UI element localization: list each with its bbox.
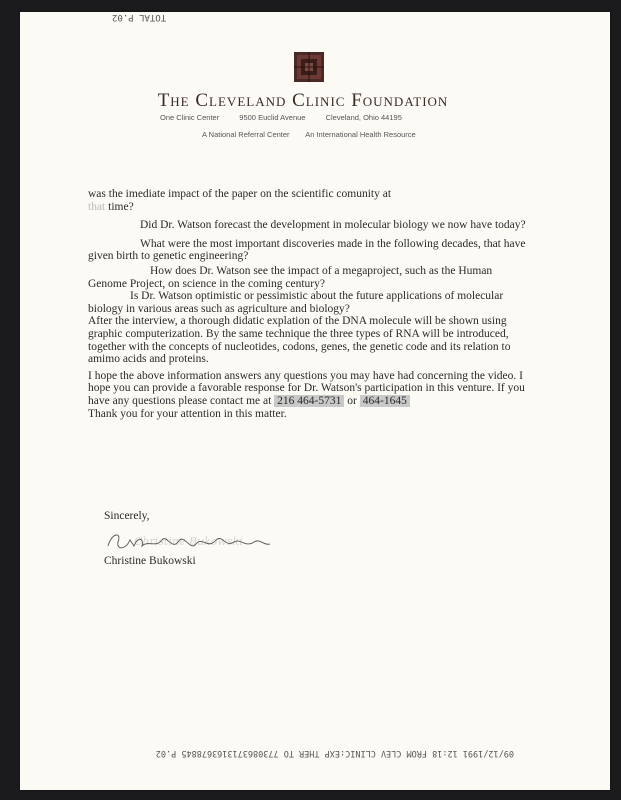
address-line-3: Cleveland, Ohio 44195	[325, 113, 402, 122]
fax-page-total: TOTAL P.02	[112, 12, 167, 22]
paragraph-5: Is Dr. Watson optimistic or pessimistic about the future applications of molecular biology in various areas such as agriculture and biology?	[88, 290, 504, 315]
signer-name: Christine Bukowski	[104, 555, 196, 567]
letter-body	[88, 188, 528, 420]
paragraph-7: I hope the above information answers any questions you may have had concerning the video. I hope you can provide a favorable response for Dr. Watson's participation in this venture. If you have any questions please contact me at 216 464-5731 or 464-1645 Thank you for your attention in this matter.	[88, 369, 525, 420]
tagline-1: A National Referral Center	[202, 130, 290, 139]
paragraph-6: After the interview, a thorough didatic explation of the DNA molecule will be shown using graphic computerization. By the same technique the three types of RNA will be introduced, together with the concepts of nucleotides, codons, genes, the genetic code and its relation to amimo acids and proteins.	[88, 315, 511, 366]
paragraph-2: Did Dr. Watson forecast the development in molecular biology we now have today?	[140, 219, 526, 232]
paragraph-3: What were the most important discoveries made in the following decades, that have given birth to genetic engineering?	[88, 237, 526, 263]
handwritten-signature	[104, 530, 274, 556]
closing: Sincerely,	[104, 510, 150, 522]
clinic-logo-icon	[294, 52, 324, 82]
tagline-2: An International Health Resource	[305, 130, 416, 139]
letterhead-address	[160, 113, 460, 122]
address-line-1: One Clinic Center	[160, 113, 220, 122]
signature-text: Christine Bukowski	[134, 535, 243, 548]
address-line-2: 9500 Euclid Avenue	[239, 113, 306, 122]
org-name: The Cleveland Clinic Foundation	[157, 90, 449, 111]
phone-number-2: 464-1645	[360, 395, 410, 407]
phone-number-1: 216 464-5731	[274, 395, 344, 407]
faded-word: that	[88, 200, 106, 213]
paragraph-4: How does Dr. Watson see the impact of a megaproject, such as the Human Genome Project, on science in the coming century?	[88, 264, 493, 290]
fax-footer: 09/12/1991 12:18 FROM CLEV CLINIC:EXP THER TO 7730863713163678845 P.02	[155, 748, 514, 758]
paragraph-1: was the imediate impact of the paper on the scientific comunity at that time?	[88, 188, 392, 213]
letterhead-tagline	[202, 130, 430, 139]
